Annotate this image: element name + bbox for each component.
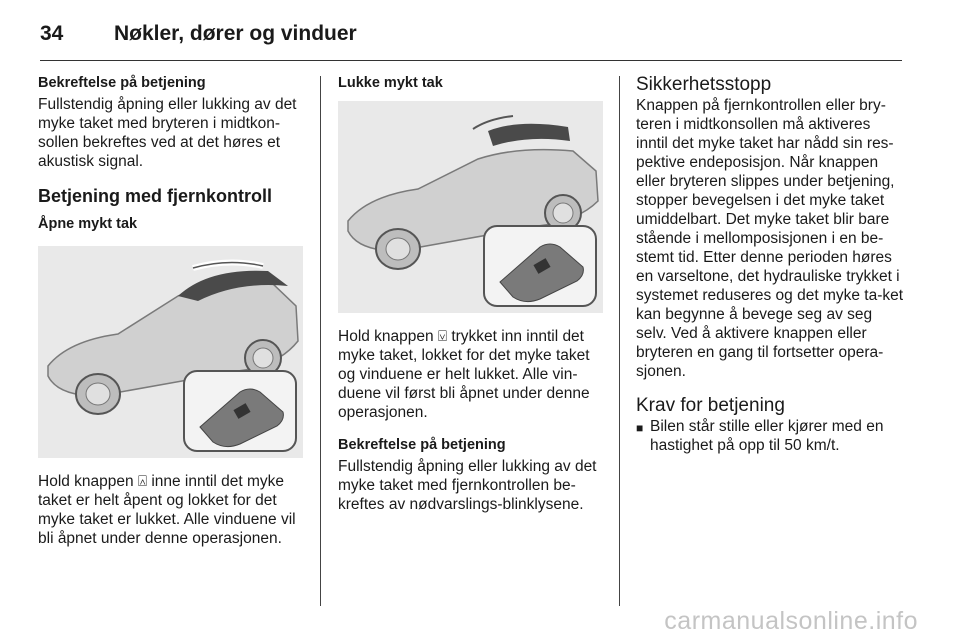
key-fob-icon: [485, 227, 595, 305]
open-roof-heading: Åpne mykt tak: [38, 216, 138, 232]
remote-heading: Betjening med fjernkontroll: [38, 186, 273, 206]
confirm-text-2: Fullstendig åpning eller lukking av det myke taket med fjernkontrollen be-kreftes av nødvarslings-blinklysene.: [338, 458, 597, 513]
key-fob-icon: [185, 372, 295, 450]
column-divider-2: [619, 76, 620, 606]
safety-stop-heading: Sikkerhetsstopp: [636, 74, 772, 95]
remote-key-inset: [483, 225, 597, 307]
header-divider: [40, 60, 902, 61]
page-number: 34: [40, 22, 64, 45]
open-roof-illustration: [38, 246, 303, 458]
open-roof-key-icon: ⍓: [137, 473, 147, 490]
column-3: [636, 74, 904, 455]
close-roof-key-icon: ⍌: [437, 328, 447, 345]
page-title: Nøkler, dører og vinduer: [114, 22, 357, 45]
watermark: carmanualsonline.info: [664, 607, 918, 635]
column-1: [38, 74, 306, 548]
close-roof-text: Hold knappen ⍌ trykket inn inntil det myke taket, lokket for det myke taket og vinduene er helt lukket. Alle vin-duene vil først bli åpnet under denne operasjonen.: [338, 328, 590, 421]
open-roof-text: Hold knappen ⍓ inne inntil det myke taket er helt åpent og lokket for det myke taket er lukket. Alle vinduene vil bli åpnet under denne operasjonen.: [38, 473, 296, 547]
confirm-heading-2: Bekreftelse på betjening: [338, 437, 506, 453]
close-roof-illustration: [338, 101, 603, 313]
column-divider-1: [320, 76, 321, 606]
requirement-text: Bilen står stille eller kjører med en hastighet på opp til 50 km/t.: [650, 418, 884, 454]
safety-stop-text: Knappen på fjernkontrollen eller bry-teren i midtkonsollen må aktiveres inntil det myke taket har nådd sin res-pektive endeposisjon. Når knappen eller bryteren slippes under betjening, stopper bevegelsen i det myke taket umiddelbart. Det myke taket blir bare stående i mellomposisjonen i en be-stemt tid. Etter denne perioden høres en varseltone, det hydrauliske trykket i systemet reduseres og det myke ta-ket kan begynne å bevege seg av seg selv. Ved å aktivere knappen eller bryteren en gang til fortsetter opera-sjonen.: [636, 97, 904, 380]
bullet-icon: ■: [636, 421, 644, 435]
requirements-heading: Krav for betjening: [636, 395, 785, 416]
confirm-text: Fullstendig åpning eller lukking av det myke taket med bryteren i midtkon-sollen bekreftes ved at det høres et akustisk signal.: [38, 96, 297, 170]
page-header: [40, 14, 357, 54]
confirm-heading: Bekreftelse på betjening: [38, 75, 206, 91]
close-roof-heading: Lukke mykt tak: [338, 75, 443, 91]
list-item: [636, 417, 904, 455]
column-2: [338, 74, 604, 514]
remote-key-inset: [183, 370, 297, 452]
